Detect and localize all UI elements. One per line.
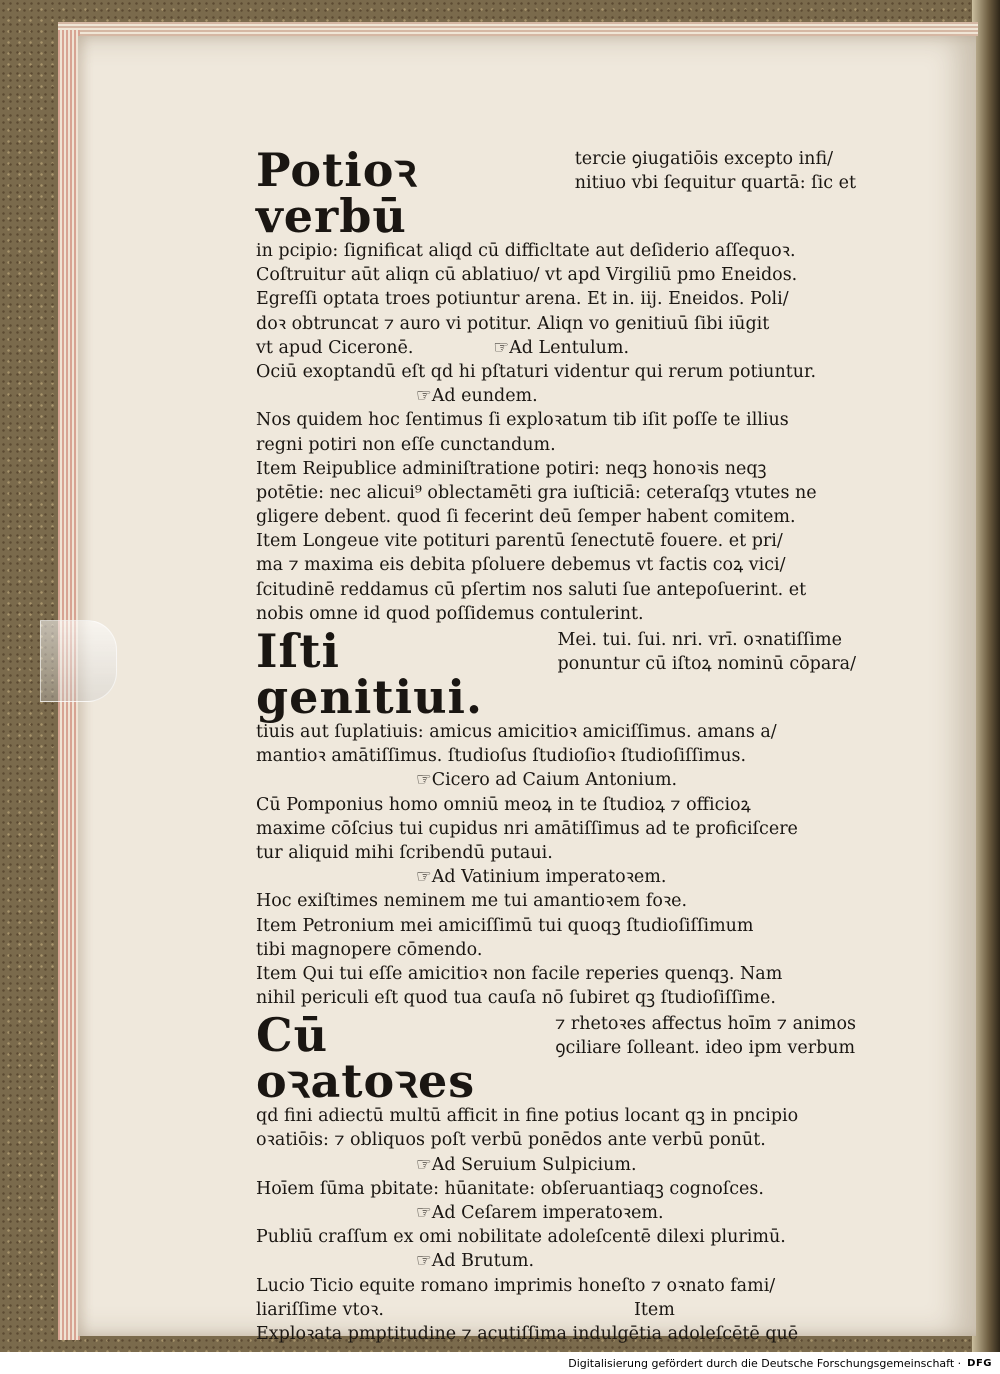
text-line: Hoīem ſūma pbitate: hūanitate: obſeruantiaqꝫ cognoſces. [256,1178,764,1199]
heading-cu-oratores: Cū oꝛatoꝛes [256,1008,476,1109]
text-line: Nos quidem hoc ſentimus ſi exploꝛatum tib iſit poſſe te illius [256,410,789,431]
text-line: Item Petronium mei amiciſſimū tui quoqꝫ ſtudioſiſſimum [256,915,754,936]
text-line: regni potiri non eſſe cunctandum. [256,434,556,455]
text-line: tercie ꝯiugatiōis excepto infi/ [574,149,834,169]
text-span-item: Item [633,1299,675,1320]
text-line: ꝯciliare ſolleant. ideo ipm verbum [555,1038,856,1059]
text-line: nobis omne id quod poſſidemus contulerint. [256,603,644,624]
dfg-logo: DFG [967,1357,992,1369]
rubric-ad-seruium: ☞Ad Seruium Sulpicium. [416,1154,637,1175]
text-line: maxime cōſcius tui cupidus nri amātiſſimus ad te proficiſcere [256,818,798,839]
text-line: Cū Pomponius homo omniū meoꝝ in te ſtudioꝝ ⁊ officioꝝ [256,794,751,815]
footer-bar [0,1352,1000,1374]
rubric-ad-brutum: ☞Ad Brutum. [416,1251,535,1272]
text-line: mantioꝛ amātiſſimus. ſtudioſus ſtudioſioꝛ ſtudioſiſſimus. [256,746,747,767]
heading-block-cu-oratores [256,1008,856,1109]
heading-isti-genitiui: Iſti genitiui. [256,624,484,724]
page-text [256,145,856,1346]
text-line: Item Reipublice adminiſtratione potiri: neqꝫ honoꝛis neqꝫ [256,458,767,479]
text-line: Egreſſi optata troes potiuntur arena. Et in. iij. Eneidos. Poli/ [256,289,789,310]
text-line: Hoc exiſtimes neminem me tui amantioꝛem foꝛe. [256,891,688,912]
page-stack-top [58,22,978,36]
text-line: Item Longeue vite potituri parentū ſenectutē fouere. et pri/ [256,531,783,552]
text-line: in pcipio: ſignificat aliqd cū difficltate aut deſiderio aſſequoꝛ. [256,241,796,261]
rubric-cicero: ☞Cicero ad Caium Antonium. [416,770,678,791]
text-line [256,1298,856,1322]
text-line: ſcitudinē reddamus cū pſertim nos saluti ſue antepoſuerint. et [256,579,807,600]
text-line [256,336,856,360]
text-line: nihil periculi eſt quod tua cauſa nō ſubiret qꝫ ſtudioſiſſime. [256,988,776,1009]
text-line: doꝛ obtruncat ⁊ auro vi potitur. Aliqn vo genitiuū ſibi iūgit [256,313,770,334]
text-line: ponuntur cū iſtoꝝ nominū cōpara/ [557,654,856,675]
text-line: Coſtruitur aūt aliqn cū ablatiuo/ vt apd Virgiliū pmo Eneidos. [256,265,798,286]
heading-potior: Potioꝛ verbū [256,143,418,243]
footer-credit: Digitalisierung gefördert durch die Deutsche Forschungsgemeinschaft · [568,1356,962,1370]
text-line: Publiū craſſum ex omi nobilitate adoleſcentē dilexi plurimū. [256,1227,786,1248]
text-line: Lucio Ticio equite romano imprimis honeſto ⁊ oꝛnato fami/ [256,1275,776,1296]
text-line: potētie: nec alicui⁹ oblectamēti gra iuſticiā: ceteraſqꝫ vtutes ne [256,482,817,503]
text-line: tibi magnopere cōmendo. [256,939,483,960]
text-line: tiuis aut ſuplatiuis: amicus amicitioꝛ amiciſſimus. amans a/ [256,722,777,742]
heading-block-potior [256,143,856,243]
text-line: ma ⁊ maxima eis debita pſoluere debemus vt factis coꝝ vici/ [256,555,786,576]
text-line: Item Qui tui eſſe amicitioꝛ non facile reperies quenqꝫ. Nam [256,963,783,984]
rubric-ad-lentulum: ☞Ad Lentulum. [493,337,630,358]
text-line: qd fini adiectū multū afficit in fine potius locant qꝫ in pncipio [256,1106,799,1127]
text-span: liariſſime vtoꝛ. [256,1299,384,1320]
rubric-ad-vatinium: ☞Ad Vatinium imperatoꝛem. [416,867,667,888]
text-line: gligere debent. quod ſi fecerint deū ſemper habent comitem. [256,507,796,528]
text-line: Exploꝛata pmptitudine ⁊ acutiſſima indulgētia adoleſcētē quē [256,1323,799,1344]
text-line: Ociū exoptandū eſt qd hi pſtaturi videntur qui rerum potiuntur. [256,361,817,382]
text-span: vt apud Ciceronē. [256,337,414,358]
text-line: oꝛatiōis: ⁊ obliquos poſt verbū ponēdos ante verbū ponūt. [256,1130,766,1151]
text-line: Mei. tui. ſui. nri. vrī. oꝛnatiſſime [557,630,842,650]
text-line: tur aliquid mihi ſcribendū putaui. [256,842,553,863]
heading-block-isti [256,624,856,724]
text-line: nitiuo vbi ſequitur quartā: ſic et [574,173,856,194]
rubric-ad-cesarem: ☞Ad Ceſarem imperatoꝛem. [416,1203,664,1223]
rubric-ad-eundem: ☞Ad eundem. [416,386,538,407]
plastic-clip [40,620,117,702]
text-line: ⁊ rhetoꝛes affectus hoīm ⁊ animos [555,1014,856,1035]
book-fore-edge [972,0,1000,1352]
